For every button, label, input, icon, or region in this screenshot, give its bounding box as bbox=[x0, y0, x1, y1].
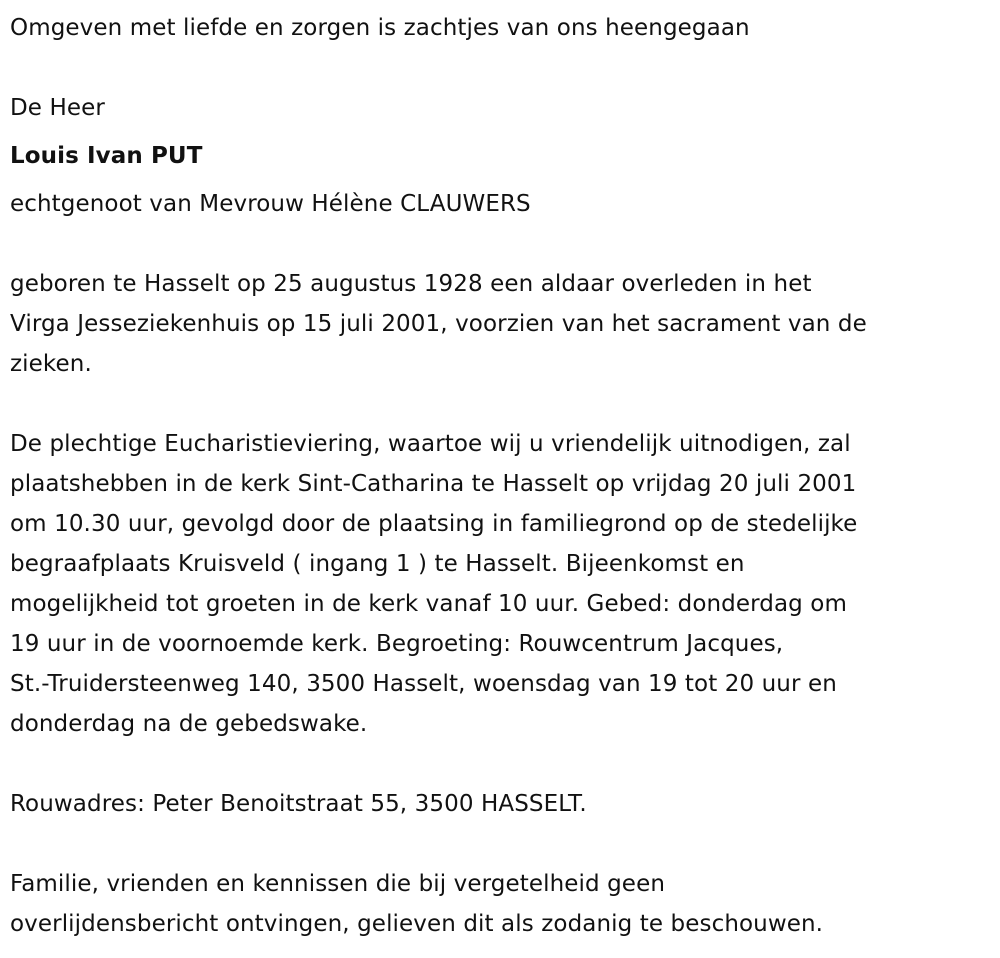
spacer bbox=[10, 48, 990, 88]
closing-paragraph bbox=[10, 864, 990, 944]
birth-line: zieken. bbox=[10, 351, 92, 377]
spacer bbox=[10, 384, 990, 424]
honorific: De Heer bbox=[10, 95, 105, 121]
ceremony-line: 19 uur in de voornoemde kerk. Begroeting: Rouwcentrum Jacques, bbox=[10, 631, 784, 657]
closing-line: overlijdensbericht ontvingen, gelieven dit als zodanig te beschouwen. bbox=[10, 911, 824, 937]
closing-line: Familie, vrienden en kennissen die bij vergetelheid geen bbox=[10, 871, 665, 897]
ceremony-line: De plechtige Eucharistieviering, waartoe wij u vriendelijk uitnodigen, zal bbox=[10, 431, 851, 457]
birth-line: geboren te Hasselt op 25 augustus 1928 een aldaar overleden in het bbox=[10, 271, 812, 297]
spacer bbox=[10, 824, 990, 864]
birth-paragraph bbox=[10, 264, 990, 384]
spacer bbox=[10, 224, 990, 264]
ceremony-line: begraafplaats Kruisveld ( ingang 1 ) te Hasselt. Bijeenkomst en bbox=[10, 551, 745, 577]
spacer bbox=[10, 128, 990, 136]
mourning-address: Rouwadres: Peter Benoitstraat 55, 3500 HASSELT. bbox=[10, 791, 587, 817]
spacer bbox=[10, 176, 990, 184]
ceremony-line: plaatshebben in de kerk Sint-Catharina te Hasselt op vrijdag 20 juli 2001 bbox=[10, 471, 857, 497]
deceased-name: Louis Ivan PUT bbox=[10, 143, 203, 169]
intro-line: Omgeven met liefde en zorgen is zachtjes van ons heengegaan bbox=[10, 15, 750, 41]
ceremony-paragraph bbox=[10, 424, 990, 744]
ceremony-line: om 10.30 uur, gevolgd door de plaatsing in familiegrond op de stedelijke bbox=[10, 511, 858, 537]
birth-line: Virga Jesseziekenhuis op 15 juli 2001, voorzien van het sacrament van de bbox=[10, 311, 867, 337]
spacer bbox=[10, 744, 990, 784]
ceremony-line: St.-Truidersteenweg 140, 3500 Hasselt, woensdag van 19 tot 20 uur en bbox=[10, 671, 837, 697]
ceremony-line: donderdag na de gebedswake. bbox=[10, 711, 368, 737]
spouse-line: echtgenoot van Mevrouw Hélène CLAUWERS bbox=[10, 191, 531, 217]
ceremony-line: mogelijkheid tot groeten in de kerk vanaf 10 uur. Gebed: donderdag om bbox=[10, 591, 847, 617]
